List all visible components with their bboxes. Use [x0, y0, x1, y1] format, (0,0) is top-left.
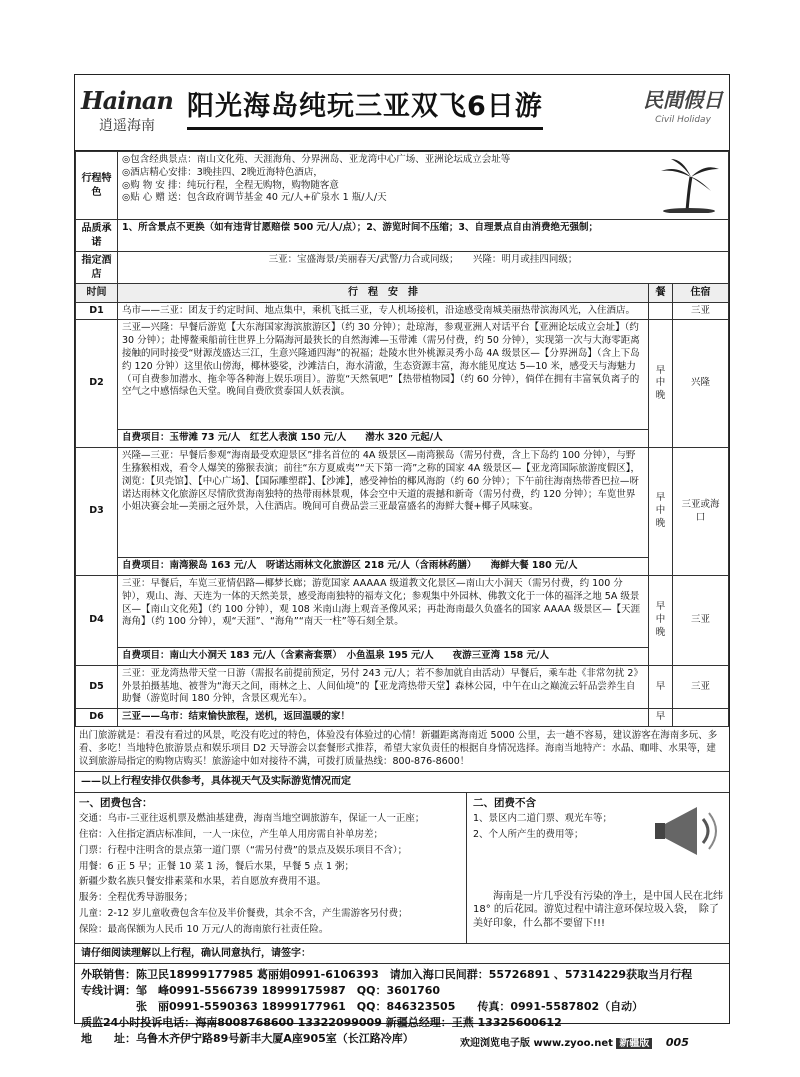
hotels-text: 三亚：宝盛海景/美丽春天/武警/力合或同级； 兴隆：明月或挂四同级；	[118, 252, 729, 284]
reference-note: ——以上行程安排仅供参考，具体视天气及实际游览情况而定	[75, 772, 729, 793]
hotels-label: 指定酒店	[76, 252, 118, 284]
hotels-row	[76, 252, 729, 284]
day-meal: 早中晚	[649, 575, 673, 665]
features-label: 行程特色	[76, 152, 118, 220]
page-footer	[460, 1036, 689, 1051]
day-row-d2	[76, 320, 729, 430]
day-row-d6	[76, 709, 729, 727]
col-time: 时间	[76, 284, 118, 303]
day-meal: 早中晚	[649, 448, 673, 576]
included-item: 交通：乌市-三亚往返机票及燃油基建费，海南当地空调旅游车，保证一人一正座；	[79, 813, 425, 825]
day-extra: 自费项目：南湾猴岛 163 元/人 呀诺达雨林文化旅游区 218 元/人（含雨林药膳） 海鲜大餐 180 元/人	[118, 558, 649, 576]
day-row-d4	[76, 575, 729, 647]
page-title: 阳光海岛纯玩三亚双飞6日游	[187, 89, 543, 130]
features-list	[118, 152, 729, 220]
day-extra-d4	[76, 647, 729, 665]
page-number: 005	[665, 1036, 689, 1049]
day-text: 三亚—兴隆：早餐后游览【大东海国家海滨旅游区】（约 30 分钟）；赴琼海，参观亚洲人对话平台【亚洲论坛成立会址】（约 30 分钟）；赴博鳌乘船前往世界上分隔海河最狭长的自然海滩—玉带滩（需另付费，约 50 分钟），实现第一次与大海零距离接触的同时接受“财源茂盛达三江，生意兴隆通四海”的祝福；赴陵水世外桃源灵秀小岛 4A 级景区—【分界洲岛】（含上下岛约 120 分钟）这里依山傍海，椰林婆娑，沙滩洁白，海水清澈，生态资源丰富，海水能见度达 5—10 米，感受天与海魅力（可自费参加潜水、拖伞等各种海上娱乐项目）。游览“天然氧吧”【热带植物园】（约 60 分钟），倘佯在拥有丰富氧负离子的空气之中感悟绿色天堂。晚间自费欣赏泰国人妖表演。	[118, 320, 649, 430]
day-stay: 三亚或海口	[673, 448, 729, 576]
day-stay: 三亚	[673, 665, 729, 708]
brand-left-en: Hainan	[81, 86, 173, 115]
quality-row	[76, 220, 729, 252]
contact-line: 张 丽0991-5590363 18999177961 QQ：846323505 传真：0991-5587802（自动）	[81, 999, 644, 1013]
header	[75, 75, 729, 151]
day-label: D5	[76, 665, 118, 708]
day-extra-d2	[76, 430, 729, 448]
itinerary-table	[75, 151, 729, 1050]
excluded-item: 1、景区内二道门票、观光车等；	[473, 813, 613, 825]
brand-left-cn: 逍遥海南	[99, 118, 155, 135]
included-item: 用餐：6 正 5 早；正餐 10 菜 1 汤，餐后水果，早餐 5 点 1 粥；	[79, 860, 355, 872]
confirm-signature: 请仔细阅读理解以上行程，确认同意执行，请签字：	[75, 944, 729, 965]
excluded-title: 二、团费不含	[473, 796, 536, 809]
feature-line: ◎酒店精心安排：3晚挂四、2晚近海特色酒店，	[122, 166, 323, 178]
included-item: 保险：最高保额为人民币 10 万元/人的海南旅行社责任险。	[79, 923, 329, 935]
day-label: D1	[76, 302, 118, 320]
contact-line: 专线计调：邹 峰0991-5566739 18999175987 QQ：3601760	[81, 984, 441, 998]
contact-line: 地 址：乌鲁木齐伊宁路89号新丰大厦A座905室（长江路冷库）	[81, 1031, 414, 1045]
day-label: D2	[76, 320, 118, 448]
day-extra: 自费项目：南山大小洞天 183 元/人（含素斋套票） 小鱼温泉 195 元/人 夜游三亚湾 158 元/人	[118, 647, 649, 665]
quality-label: 品质承诺	[76, 220, 118, 252]
day-meal	[649, 302, 673, 320]
hainan-logo	[81, 85, 191, 141]
feature-line: ◎购 物 安 排：纯玩行程，全程无购物，购物随客意	[122, 179, 339, 191]
itinerary-header	[76, 284, 729, 303]
included-item: 住宿：入住指定酒店标准间，一人一床位，产生单人用房需自补单房差；	[79, 828, 384, 840]
civil-holiday-logo	[643, 87, 723, 126]
included-title: 一、团费包含：	[79, 796, 153, 809]
day-row-d5	[76, 665, 729, 708]
feature-line: ◎包含经典景点：南山文化苑、天涯海角、分界洲岛、亚龙湾中心广场、亚洲论坛成立会址等	[122, 154, 511, 165]
included-item: 儿童：2-12 岁儿童收费包含车位及半价餐费，其余不含，产生需游客另付费；	[79, 907, 408, 919]
travel-notice: 出门旅游就是：看没有看过的风景，吃没有吃过的特色，体验没有体验过的心情！新疆距离海南近 5000 公里，去一趟不容易，建议游客在海南多玩、多看、多吃！当地特色旅游景点和娱乐项目 D2 天导游会以套餐形式推荐，希望大家负责任的根据自身情况选择。海南当地特产：水晶、咖啡、水果等，建议到旅游局指定的购物店购买！旅游途中如对接待不满，可拨打质量热线：800-876-8600！	[75, 727, 729, 772]
fee-excluded	[467, 793, 729, 943]
feature-line: ◎贴 心 赠 送：包含政府调节基金 40 元/人+矿泉水 1 瓶/人/天	[122, 192, 387, 204]
day-meal: 早中晚	[649, 320, 673, 448]
megaphone-icon	[653, 801, 723, 861]
day-extra: 自费项目：玉带滩 73 元/人 红艺人表演 150 元/人 潜水 320 元起/人	[118, 430, 649, 448]
included-item: 门票：行程中注明含的景点第一道门票（“需另付费”的景点及娱乐项目不含）；	[79, 844, 408, 856]
day-extra-d3	[76, 558, 729, 576]
day-text: 乌市——三亚：团友于约定时间、地点集中，乘机飞抵三亚，专人机场接机，沿途感受南城美丽热带滨海风光，入住酒店。	[118, 302, 649, 320]
included-item: 服务：全程优秀导游服务；	[79, 892, 194, 904]
included-item: 新疆少数名族只餐安排素菜和水果，若自愿放弃费用不退。	[79, 876, 327, 888]
day-meal: 早	[649, 665, 673, 708]
day-row-d3	[76, 448, 729, 558]
quality-text: 1、所含景点不更换（如有违背甘愿赔偿 500 元/人/点）；2、游览时间不压缩；3、自理景点自由消费绝无强制；	[118, 220, 729, 252]
brand-right-cn: 民間假日	[643, 88, 723, 112]
col-meal: 餐	[649, 284, 673, 303]
footer-text: 欢迎浏览电子版 www.zyoo.net	[460, 1038, 613, 1049]
col-stay: 住宿	[673, 284, 729, 303]
day-label: D4	[76, 575, 118, 665]
col-plan: 行 程 安 排	[118, 284, 649, 303]
edition-tag: 新疆版	[616, 1038, 652, 1049]
contact-line: 外联销售：陈卫民18999177985 葛丽娟0991-6106393 请加入海口民间群：55726891 、57314229获取当月行程	[81, 968, 693, 982]
fee-section	[75, 793, 729, 944]
day-label: D6	[76, 709, 118, 727]
features-row	[76, 152, 729, 220]
day-meal: 早	[649, 709, 673, 727]
excluded-item: 2、个人所产生的费用等；	[473, 828, 584, 840]
fee-included	[75, 793, 467, 943]
day-stay: 三亚	[673, 575, 729, 665]
brand-right-en: Civil Holiday	[655, 115, 711, 125]
day-label: D3	[76, 448, 118, 576]
day-stay: 三亚	[673, 302, 729, 320]
day-stay: 兴隆	[673, 320, 729, 448]
eco-quote: 海南是一片几乎没有污染的净土，是中国人民在北纬 18° 的后花园。游览过程中请注意环保垃圾入袋， 除了美好印象，什么都不要留下!!!	[473, 890, 723, 929]
day-text: 三亚：早餐后，车览三亚情侣路—椰梦长廊；游览国家 AAAAA 级道教文化景区—南山大小洞天（需另付费，约 100 分钟），观山、海、天连为一体的天然美景，感受海南独特的福寿文化；参观集中外园林、佛教文化于一体的福泽之地 5A 级景区—【南山文化苑】（约 100 分钟），观 108 米南山海上观音圣像风采；再赴海南最久负盛名的国家 AAAA 级景区—【天涯海角】（约 100 分钟），观“天涯”、“海角”“南天一柱”等石刻全景。	[118, 575, 649, 647]
day-text: 三亚——乌市：结束愉快旅程，送机，返回温暖的家！	[118, 709, 649, 727]
palm-tree-icon	[657, 157, 721, 213]
day-text: 三亚：亚龙湾热带天堂一日游（需报名前提前预定，另付 243 元/人；若不参加就自由活动）早餐后，乘车赴《非常勿扰 2》外景拍摄基地、被誉为“海天之间，雨林之上、人间仙境”的【亚龙湾热带天堂】森林公园，中午在山之巅流云轩品尝养生自助餐（游览时间 180 分钟，含景区观光车）。	[118, 665, 649, 708]
day-row-d1	[76, 302, 729, 320]
contact-line: 质监24小时投诉电话：海南8008768600 13322099009 新疆总经理：王燕 13325600612	[81, 1015, 562, 1029]
day-text: 兴隆—三亚：早餐后参观“海南最受欢迎景区”排名首位的 4A 级景区—南湾猴岛（需另付费，含上下岛约 100 分钟），与野生猕猴相戏，看令人爆笑的猕猴表演；前往“东方夏威夷”“天下第一湾”之称的国家 4A 级景区—【亚龙湾国际旅游度假区】，浏览：【贝壳馆】、【中心广场】、【国际雕塑群】、【沙滩】，感受神怡的椰风海韵（约 60 分钟）；下午前往海南热带香巴拉—呀诺达雨林文化旅游区尽情欣赏海南独特的热带雨林景观，体会空中天道的震撼和新奇（需另付费，约 120 分钟）；车览世界小姐决赛会址—美丽之冠外景，入住酒店。晚间可自费品尝三亚最富盛名的海鲜大餐+椰子风味宴。	[118, 448, 649, 558]
day-stay	[673, 709, 729, 727]
